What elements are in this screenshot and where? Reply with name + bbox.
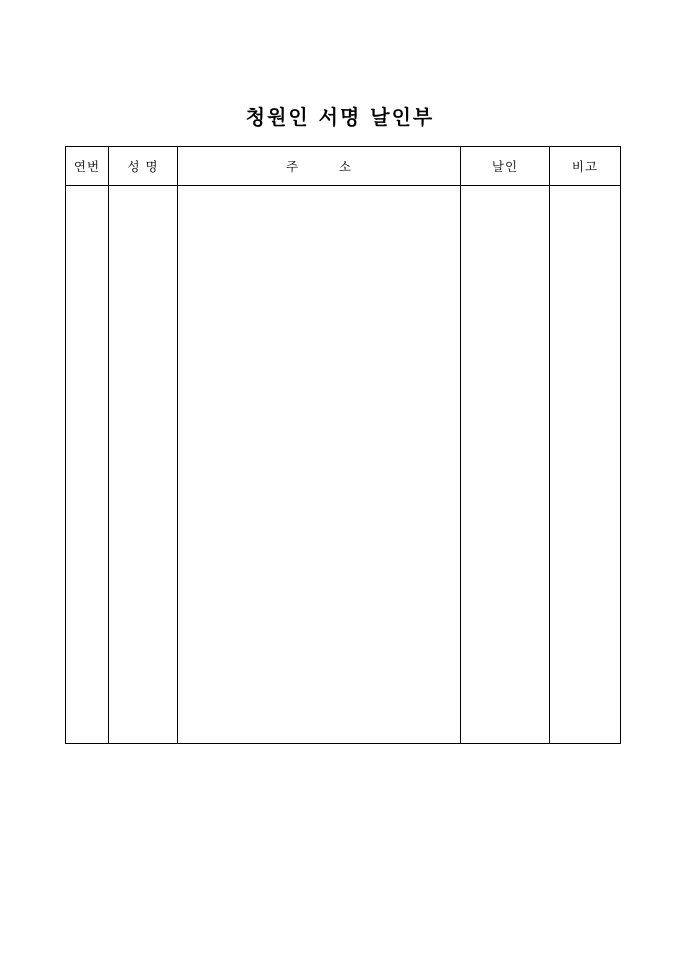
cell-name[interactable] [109,186,178,744]
page-title: 청원인 서명 날인부 [245,105,435,129]
table-header-row [66,147,621,186]
cell-no[interactable] [66,186,109,744]
cell-address[interactable] [178,186,461,744]
column-header-address: 주 소 [178,147,461,186]
column-header-seal: 날인 [461,147,550,186]
column-header-no: 연번 [66,147,109,186]
column-header-name: 성 명 [109,147,178,186]
table-body [66,186,621,744]
table-row [66,186,621,744]
cell-note[interactable] [550,186,621,744]
column-header-note: 비고 [550,147,621,186]
signature-seal-table [65,146,621,744]
table-header [66,147,621,186]
cell-seal[interactable] [461,186,550,744]
